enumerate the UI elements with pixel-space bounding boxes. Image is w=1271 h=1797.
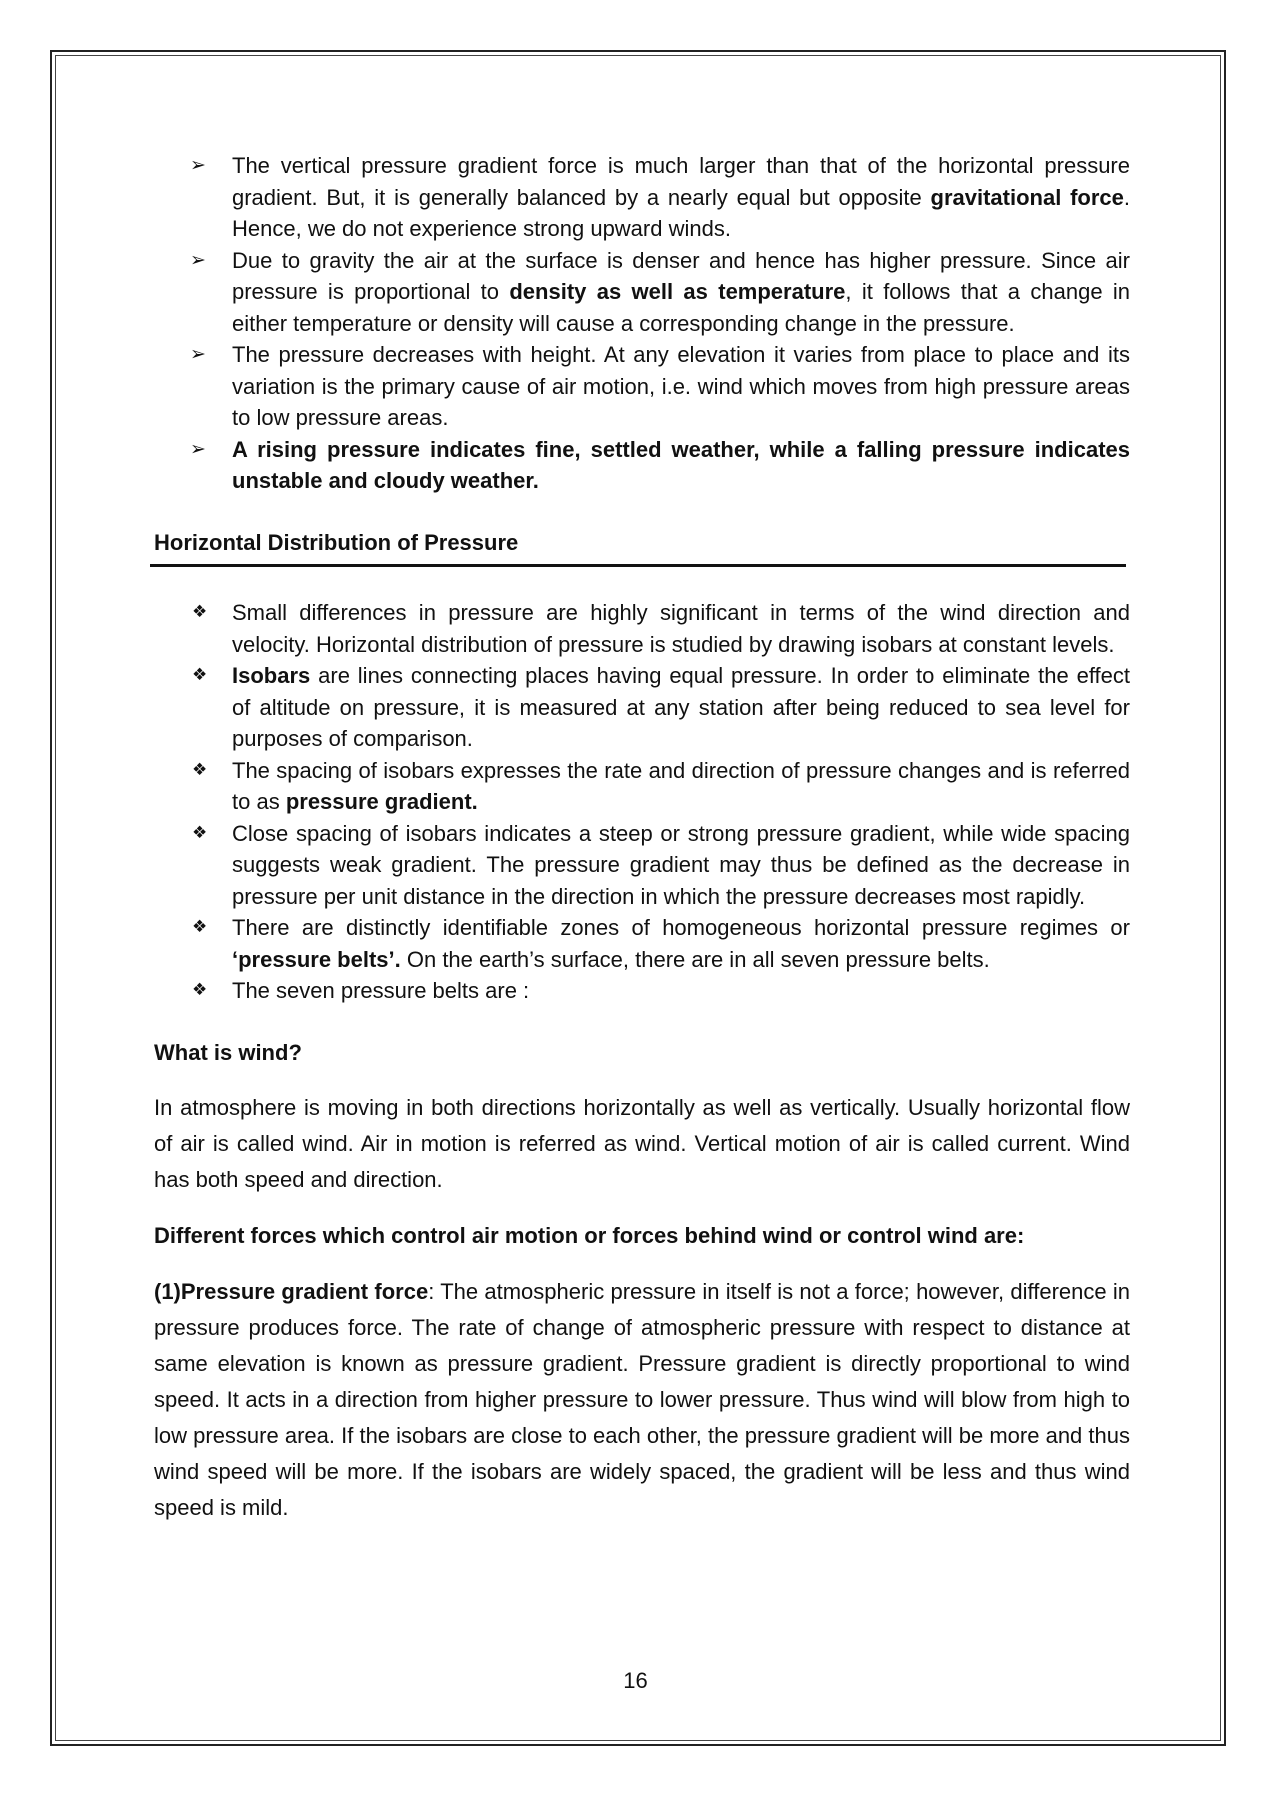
wind-paragraph: In atmosphere is moving in both directions horizontally as well as vertically. Usually horizontal flow of air is called wind. Air in motion is referred as wind. Vertical motion of air is called current. Wind has both speed and direction. [154, 1095, 1130, 1192]
page-content [154, 150, 1130, 1526]
section-heading-horizontal-distribution: Horizontal Distribution of Pressure [154, 529, 519, 555]
diamond-bullet-item: ❖ Close spacing of isobars indicates a steep or strong pressure gradient, while wide spacing suggests weak gradient. The pressure gradient may thus be defined as the decrease in pressure per unit distance in the direction in which the pressure decreases most rapidly. [154, 818, 1130, 913]
diamond-bullet-item: ❖ Isobars are lines connecting places having equal pressure. In order to eliminate the effect of altitude on pressure, it is measured at any station after being reduced to sea level for purposes of comparison. [154, 660, 1130, 755]
arrow-bullet-item: ➢ A rising pressure indicates fine, settled weather, while a falling pressure indicates unstable and cloudy weather. [154, 434, 1130, 497]
diamond-bullet-list [154, 597, 1130, 1007]
diamond-bullet-item: ❖ The spacing of isobars expresses the rate and direction of pressure changes and is referred to as pressure gradient. [154, 755, 1130, 818]
pressure-gradient-force-paragraph: (1)Pressure gradient force: The atmospheric pressure in itself is not a force; however, difference in pressure produces force. The rate of change of atmospheric pressure with respect to distance at same elevation is known as pressure gradient. Pressure gradient is directly proportional to wind speed. It acts in a direction from higher pressure to lower pressure. Thus wind will blow from high to low pressure area. If the isobars are close to each other, the pressure gradient will be more and thus wind speed will be more. If the isobars are widely spaced, the gradient will be less and thus wind speed is mild. [154, 1278, 1131, 1520]
diamond-bullet-item: ❖ The seven pressure belts are : [154, 975, 1130, 1007]
arrow-bullet-item: ➢ Due to gravity the air at the surface is denser and hence has higher pressure. Since air pressure is proportional to density as well as temperature, it follows that a change in either temperature or density will cause a corresponding change in the pressure. [154, 245, 1130, 340]
heading-underline [150, 564, 1126, 567]
section-heading-what-is-wind: What is wind? [154, 1039, 302, 1065]
pressure-gradient-force-label: (1)Pressure gradient force [154, 1278, 429, 1304]
section-heading-forces: Different forces which control air motion or forces behind wind or control wind are: [154, 1223, 1025, 1248]
arrow-bullet-item: ➢ The vertical pressure gradient force is much larger than that of the horizontal pressure gradient. But, it is generally balanced by a nearly equal but opposite gravitational force. Hence, we do not experience strong upward winds. [154, 150, 1130, 245]
arrow-bullet-item: ➢ The pressure decreases with height. At any elevation it varies from place to place and its variation is the primary cause of air motion, i.e. wind which moves from high pressure areas to low pressure areas. [154, 339, 1130, 434]
diamond-bullet-item: ❖ Small differences in pressure are highly significant in terms of the wind direction and velocity. Horizontal distribution of pressure is studied by drawing isobars at constant levels. [154, 597, 1130, 660]
arrow-bullet-list [154, 150, 1130, 497]
diamond-bullet-item: ❖ There are distinctly identifiable zones of homogeneous horizontal pressure regimes or ‘pressure belts’. On the earth’s surface, there are in all seven pressure belts. [154, 912, 1130, 975]
page-number: 16 [623, 1668, 648, 1693]
